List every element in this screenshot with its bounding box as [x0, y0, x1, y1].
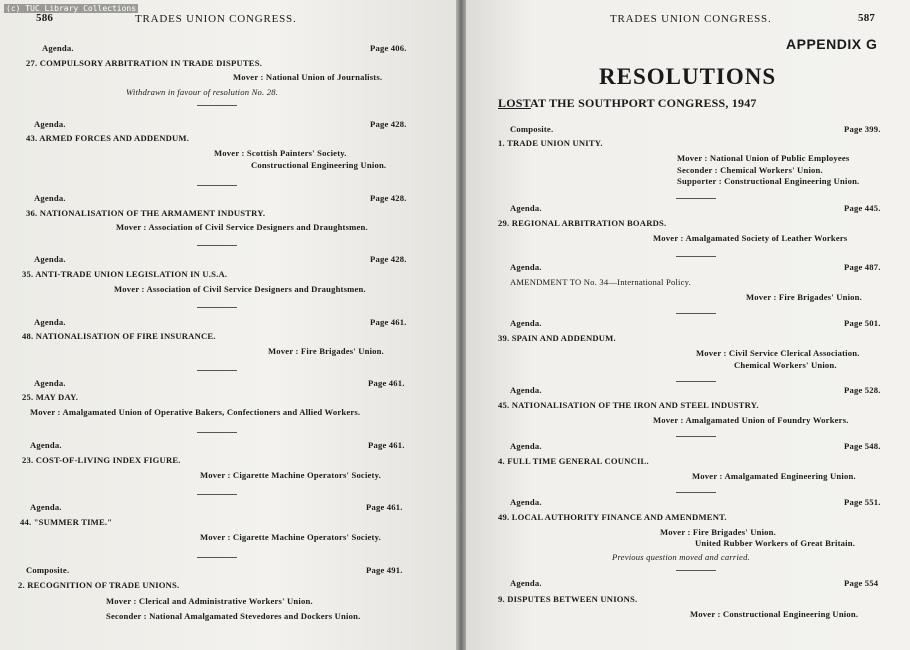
separator-rule [676, 570, 716, 571]
entry-page: Page 399. [844, 124, 881, 134]
entry-title: 49. LOCAL AUTHORITY FINANCE AND AMENDMENT. [498, 512, 727, 522]
separator-rule [197, 494, 237, 495]
right-page [466, 0, 910, 650]
entry-ref: Agenda. [34, 193, 66, 203]
entry-title: 1. TRADE UNION UNITY. [498, 138, 603, 148]
entry-line: Mover : Fire Brigades' Union. [268, 346, 384, 356]
entry-ref: Composite. [510, 124, 554, 134]
separator-rule [197, 432, 237, 433]
entry-title: 23. COST-OF-LIVING INDEX FIGURE. [22, 455, 181, 465]
entry-title: 45. NATIONALISATION OF THE IRON AND STEEL INDUSTRY. [498, 400, 759, 410]
entry-line: Mover : Constructional Engineering Union. [690, 609, 859, 619]
entry-line: Supporter : Constructional Engineering Union. [677, 176, 860, 186]
entry-line: Mover : Scottish Painters' Society. [214, 148, 347, 158]
entry-line: Mover : Amalgamated Society of Leather Workers [653, 233, 848, 243]
entry-title: 35. ANTI-TRADE UNION LEGISLATION IN U.S.A. [22, 269, 228, 279]
entry-page: Page 554 [844, 578, 879, 588]
entry-page: Page 551. [844, 497, 881, 507]
entry-line: Constructional Engineering Union. [251, 160, 387, 170]
entry-line: Mover : Association of Civil Service Designers and Draughtsmen. [116, 222, 368, 232]
separator-rule [676, 313, 716, 314]
page-number: 587 [858, 12, 876, 24]
separator-rule [676, 381, 716, 382]
entry-title: 39. SPAIN AND ADDENDUM. [498, 333, 616, 343]
entry-title: AMENDMENT TO No. 34—International Policy. [510, 277, 691, 287]
entry-title: 44. "SUMMER TIME." [20, 517, 113, 527]
entry-title: 43. ARMED FORCES AND ADDENDUM. [26, 133, 190, 143]
entry-page: Page 501. [844, 318, 881, 328]
entry-line: Mover : Civil Service Clerical Association. [696, 348, 860, 358]
separator-rule [676, 198, 716, 199]
entry-note: Withdrawn in favour of resolution No. 28. [126, 87, 279, 97]
separator-rule [197, 557, 237, 558]
entry-ref: Agenda. [30, 440, 62, 450]
entry-ref: Agenda. [510, 441, 542, 451]
entry-title: 36. NATIONALISATION OF THE ARMAMENT INDUSTRY. [26, 208, 266, 218]
resolutions-title: RESOLUTIONS [599, 64, 777, 89]
entry-title: 29. REGIONAL ARBITRATION BOARDS. [498, 218, 667, 228]
entry-ref: Composite. [26, 565, 70, 575]
entry-line: Seconder : National Amalgamated Stevedores and Dockers Union. [106, 611, 361, 621]
subtitle-rest: AT THE SOUTHPORT CONGRESS, 1947 [530, 96, 757, 110]
entry-line: Mover : Amalgamated Union of Operative Bakers, Confectioners and Allied Workers. [30, 407, 361, 417]
entry-ref: Agenda. [34, 254, 66, 264]
page-number: 586 [36, 12, 54, 24]
entry-line: Mover : National Union of Journalists. [233, 72, 383, 82]
entry-line: Mover : Fire Brigades' Union. [660, 527, 776, 537]
entry-page: Page 406. [370, 43, 407, 53]
entry-page: Page 461. [368, 440, 405, 450]
entry-line: Mover : Cigarette Machine Operators' Society. [200, 470, 381, 480]
entry-line: Chemical Workers' Union. [734, 360, 837, 370]
entry-ref: Agenda. [34, 378, 66, 388]
entry-page: Page 461. [370, 317, 407, 327]
entry-title: 2. RECOGNITION OF TRADE UNIONS. [18, 580, 180, 590]
entry-ref: Agenda. [34, 119, 66, 129]
entry-ref: Agenda. [510, 497, 542, 507]
entry-title: 9. DISPUTES BETWEEN UNIONS. [498, 594, 638, 604]
entry-page: Page 428. [370, 193, 407, 203]
entry-page: Page 487. [844, 262, 881, 272]
entry-line: Mover : Association of Civil Service Designers and Draughtsmen. [114, 284, 366, 294]
entry-ref: Agenda. [510, 318, 542, 328]
entry-title: 48. NATIONALISATION OF FIRE INSURANCE. [22, 331, 216, 341]
separator-rule [197, 245, 237, 246]
separator-rule [676, 256, 716, 257]
entry-line: United Rubber Workers of Great Britain. [695, 538, 856, 548]
entry-title: 25. MAY DAY. [22, 392, 79, 402]
separator-rule [197, 307, 237, 308]
subtitle-lost: LOST [498, 96, 531, 110]
entry-page: Page 528. [844, 385, 881, 395]
entry-ref: Agenda. [34, 317, 66, 327]
entry-line: Mover : National Union of Public Employees [677, 153, 850, 163]
entry-line: Mover : Fire Brigades' Union. [746, 292, 862, 302]
separator-rule [197, 370, 237, 371]
separator-rule [676, 436, 716, 437]
entry-line: Mover : Amalgamated Engineering Union. [692, 471, 856, 481]
entry-page: Page 445. [844, 203, 881, 213]
entry-page: Page 461. [368, 378, 405, 388]
entry-page: Page 548. [844, 441, 881, 451]
entry-page: Page 428. [370, 119, 407, 129]
entry-line: Mover : Cigarette Machine Operators' Society. [200, 532, 381, 542]
entry-title: 4. FULL TIME GENERAL COUNCIL. [498, 456, 649, 466]
entry-ref: Agenda. [30, 502, 62, 512]
entry-title: 27. COMPULSORY ARBITRATION IN TRADE DISPUTES. [26, 58, 263, 68]
entry-ref: Agenda. [510, 203, 542, 213]
entry-ref: Agenda. [510, 578, 542, 588]
entry-ref: Agenda. [510, 262, 542, 272]
entry-line: Seconder : Chemical Workers' Union. [677, 165, 823, 175]
entry-page: Page 428. [370, 254, 407, 264]
separator-rule [197, 185, 237, 186]
separator-rule [676, 492, 716, 493]
entry-page: Page 491. [366, 565, 403, 575]
entry-line: Mover : Clerical and Administrative Workers' Union. [106, 596, 313, 606]
running-head: TRADES UNION CONGRESS. [135, 13, 297, 25]
collection-watermark: (c) TUC Library Collections [6, 4, 137, 13]
book-gutter [456, 0, 466, 650]
entry-ref: Agenda. [42, 43, 74, 53]
entry-page: Page 461. [366, 502, 403, 512]
entry-note: Previous question moved and carried. [612, 552, 750, 562]
running-head: TRADES UNION CONGRESS. [610, 13, 772, 25]
entry-line: Mover : Amalgamated Union of Foundry Workers. [653, 415, 849, 425]
appendix-heading: APPENDIX G [786, 36, 878, 52]
separator-rule [197, 105, 237, 106]
entry-ref: Agenda. [510, 385, 542, 395]
